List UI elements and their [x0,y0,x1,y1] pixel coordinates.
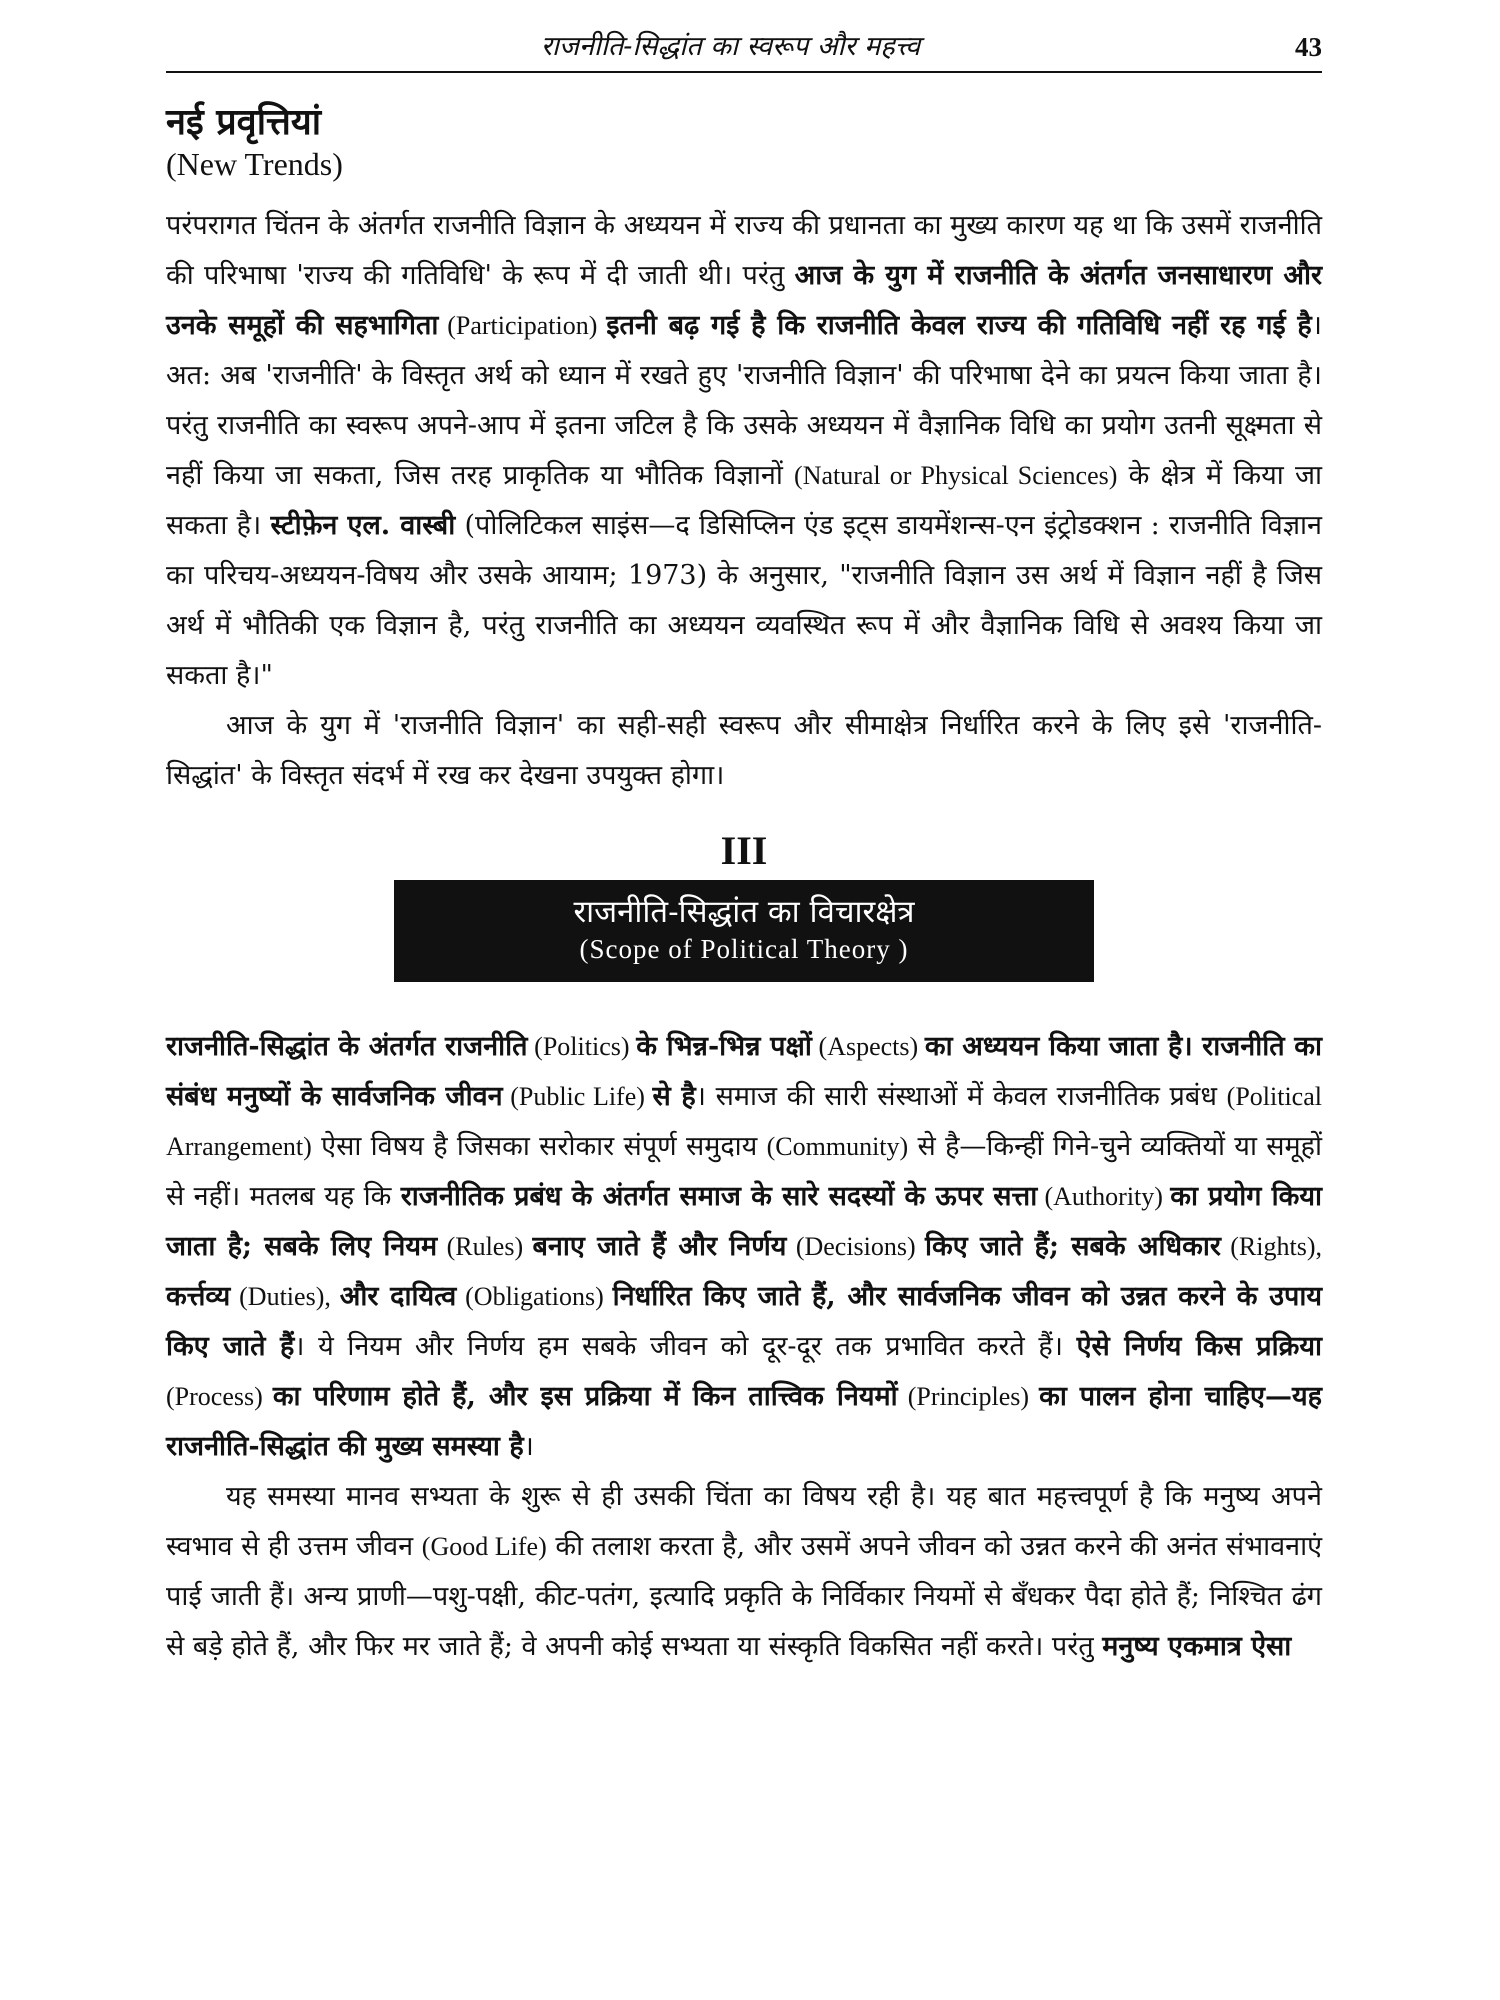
section-numeral: III [720,828,768,874]
section-heading-new-trends: नई प्रवृत्तियां [166,101,322,143]
bold-run: निर्धारित किए जाते हैं, और सार्वजनिक जीवन को उन्नत करने के उपाय किए जाते हैं [166,1280,1323,1362]
bold-run: का पालन होना चाहिए—यह राजनीति-सिद्धांत की मुख्य समस्या है [166,1380,1322,1462]
bold-run: किए जाते हैं; सबके अधिकार [925,1230,1221,1262]
section-title-hindi: राजनीति-सिद्धांत का विचारक्षेत्र [573,894,915,931]
english-term: (Politics) [527,1031,637,1061]
english-term: (Rules) [437,1231,533,1261]
english-term: (Duties), [230,1281,340,1311]
bold-run: आज के युग में राजनीति के अंतर्गत जनसाधारण और उनके समूहों की सहभागिता [166,260,1323,342]
english-term: (Public Life) [502,1081,653,1111]
english-term: (Decisions) [786,1231,926,1261]
english-term: (Authority) [1037,1181,1171,1211]
text-run: परंपरागत चिंतन के अंतर्गत राजनीति विज्ञान के अध्ययन में राज्य की प्रधानता का मुख्य कारण यह था कि उसमें राजनीति की परिभाषा 'राज्य की गतिविधि' के रूप में दी जाती थी। परंतु [166,210,1322,292]
english-term: (Political Arrangement) [166,1081,1322,1161]
text-run: ऐसा विषय है जिसका सरोकार संपूर्ण समुदाय [311,1130,767,1162]
english-term: (Participation) [438,311,607,341]
bold-run: इतनी बढ़ गई है कि राजनीति केवल राज्य की गतिविधि नहीं रह गई है [606,310,1312,342]
bold-run: राजनीतिक प्रबंध के अंतर्गत समाज के सारे सदस्यों के ऊपर सत्ता [400,1180,1038,1212]
english-term: (Process) [166,1381,273,1411]
text-run: (पोलिटिकल साइंस—द डिसिप्लिन एंड इट्स डायमेंशन्स-एन इंट्रोडक्शन : राजनीति विज्ञान का परिचय-अध्ययन-विषय और उसके आयाम; 1973) के अनुसार, "राजनीति विज्ञान उस अर्थ में विज्ञान नहीं है जिस अर्थ में भौतिकी एक विज्ञान है, परंतु राजनीति का अध्ययन व्यवस्थित रूप में और वैज्ञानिक विधि से अवश्य किया जा सकता है।" [166,510,1322,692]
bold-run: कर्त्तव्य [166,1280,231,1312]
bold-run: मनुष्य एकमात्र ऐसा [1102,1630,1292,1662]
text-run: की तलाश करता है, और उसमें अपने जीवन को उन्नत करने की अनंत संभावनाएं पाई जाती हैं। अन्य प्राणी—पशु-पक्षी, कीट-पतंग, इत्यादि प्रकृति के निर्विकार नियमों से बँधकर पैदा होते हैं; निश्चित ढंग से बड़े होते हैं, और फिर मर जाते हैं; वे अपनी कोई सभ्यता या संस्कृति विकसित नहीं करते। परंतु [166,1530,1322,1662]
bold-run: के भिन्न-भिन्न पक्षों [636,1030,812,1062]
section-title-english: (Scope of Political Theory ) [579,934,909,965]
running-title: राजनीति-सिद्धांत का स्वरूप और महत्त्व [540,31,921,62]
english-term: (Natural or Physical Sciences) [794,461,1118,491]
english-term: (Rights), [1220,1231,1322,1261]
bold-run: ऐसे निर्णय किस प्रक्रिया [1076,1330,1322,1362]
english-term: (Good Life) [421,1531,547,1561]
author-name: स्टीफ़ेन एल. वास्बी [270,510,456,542]
english-term: (Obligations) [456,1281,613,1311]
running-header [166,26,1322,73]
english-term: (Aspects) [811,1031,925,1061]
bold-run: का परिणाम होते हैं, और इस प्रक्रिया में किन तात्त्विक नियमों [272,1380,898,1412]
text-run: के क्षेत्र में किया जा सकता है। [166,460,1322,542]
bold-run: और दायित्व [339,1280,457,1312]
paragraph-new-trends-2: आज के युग में 'राजनीति विज्ञान' का सही-सही स्वरूप और सीमाक्षेत्र निर्धारित करने के लिए इसे 'राजनीति-सिद्धांत' के विस्तृत संदर्भ में रख कर देखना उपयुक्त होगा। [166,710,1322,792]
text-run: यह समस्या मानव सभ्यता के शुरू से ही उसकी चिंता का विषय रही है। यह बात महत्त्वपूर्ण है कि मनुष्य अपने स्वभाव से ही उत्तम जीवन [166,1480,1322,1562]
paragraph-new-trends-1 [166,201,1322,701]
book-page [166,26,1322,1672]
bold-run: राजनीति-सिद्धांत के अंतर्गत राजनीति [166,1030,528,1062]
section-title-box [394,880,1094,981]
page-number: 43 [1295,32,1322,62]
bold-run: बनाए जाते हैं और निर्णय [532,1230,787,1262]
bold-run: का प्रयोग किया जाता है; सबके लिए नियम [166,1180,1322,1262]
english-term: (Community) [766,1131,909,1161]
text-run: । समाज की सारी संस्थाओं में केवल राजनीतिक प्रबंध [695,1080,1227,1112]
section-heading-new-trends-en: (New Trends) [166,146,343,183]
text-run: । अत: अब 'राजनीति' के विस्तृत अर्थ को ध्यान में रखते हुए 'राजनीति विज्ञान' की परिभाषा देने का प्रयत्न किया जाता है। परंतु राजनीति का स्वरूप अपने-आप में इतना जटिल है कि उसके अध्ययन में वैज्ञानिक विधि का प्रयोग उतनी सूक्ष्मता से नहीं किया जा सकता, जिस तरह प्राकृतिक या भौतिक विज्ञानों [166,310,1322,492]
text-run: । [523,1430,534,1462]
text-run: । ये नियम और निर्णय हम सबके जीवन को दूर-दूर तक प्रभावित करते हैं। [294,1330,1077,1362]
english-term: (Principles) [897,1381,1040,1411]
bold-run: का अध्ययन किया जाता है। राजनीति का संबंध मनुष्यों के सार्वजनिक जीवन [166,1030,1322,1112]
paragraph-scope-2 [166,1472,1322,1672]
bold-run: से है [652,1080,696,1112]
text-run: से है—किन्हीं गिने-चुने व्यक्तियों या समूहों से नहीं। मतलब यह कि [166,1130,1322,1212]
paragraph-scope-1 [166,1022,1322,1472]
